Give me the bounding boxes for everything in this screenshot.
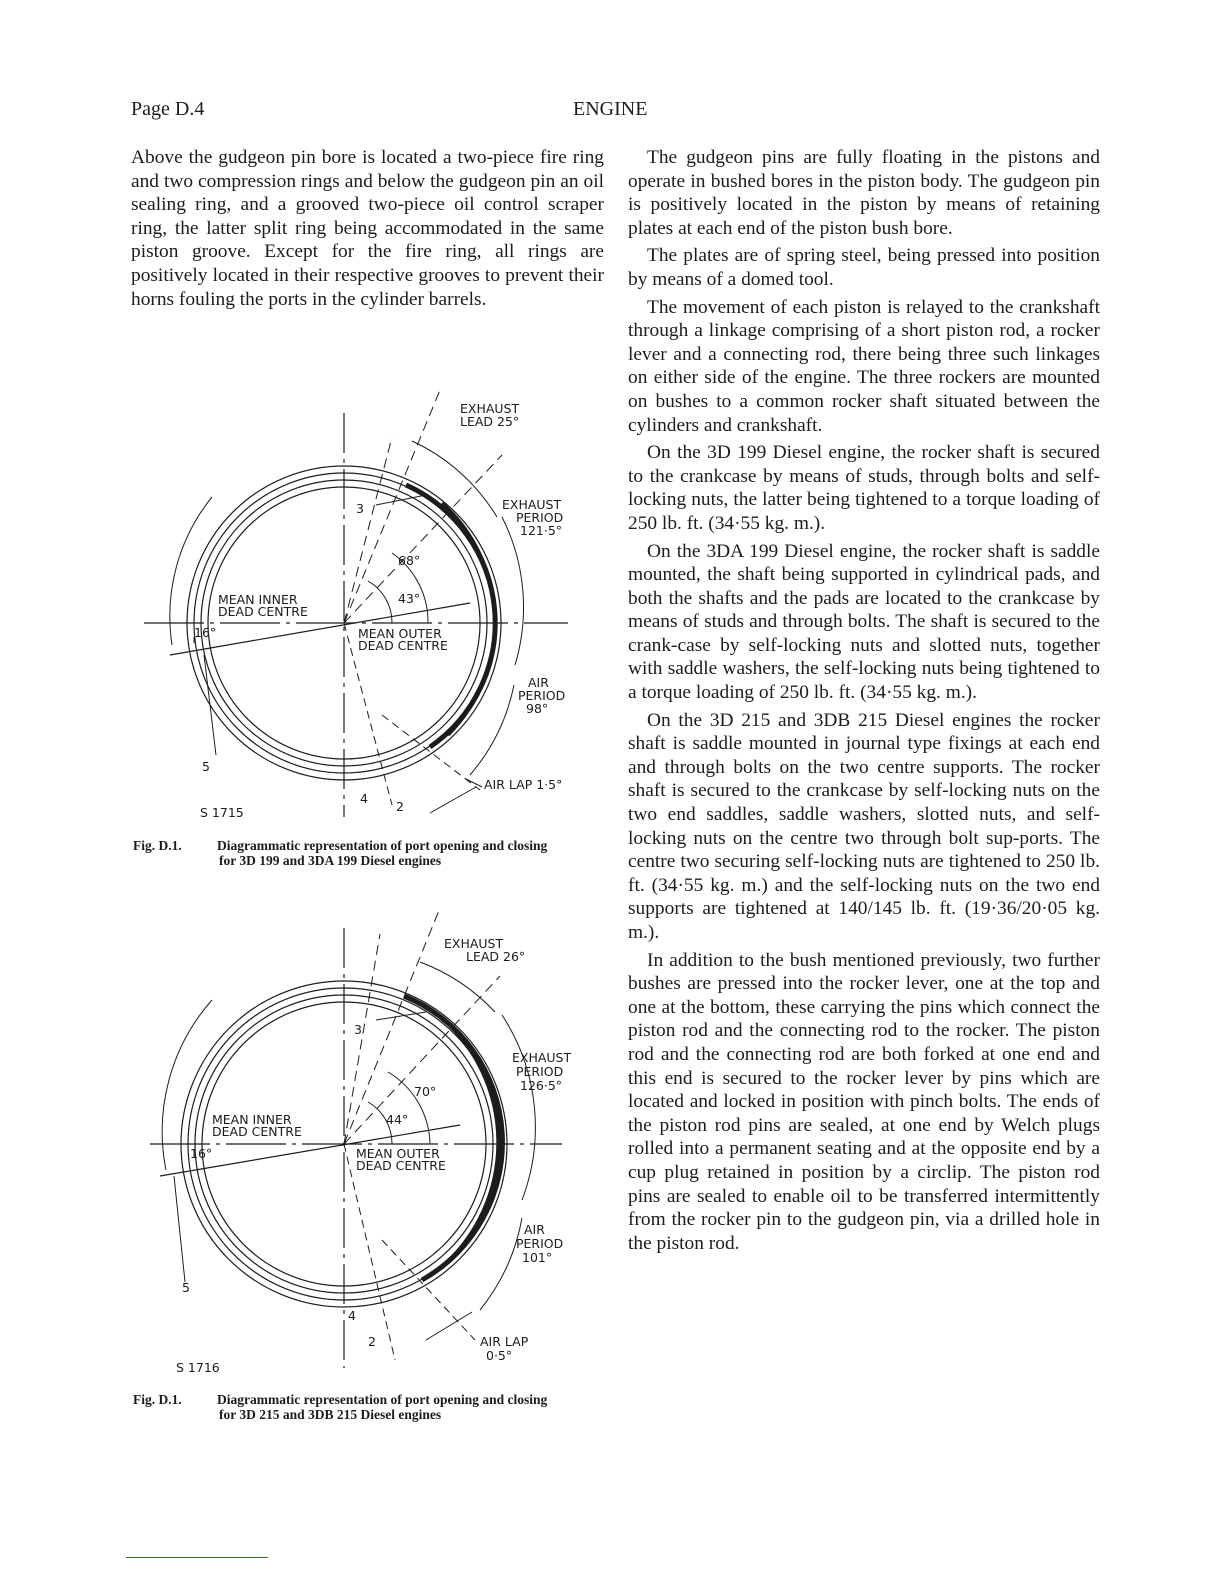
label: EXHAUST [460,401,520,416]
label: MEAN OUTER [356,1146,440,1161]
label: LEAD 25° [460,414,520,429]
label: 101° [522,1250,553,1265]
figure-1 [130,385,610,825]
port-timing-diagram-1 [130,385,610,825]
label: 121·5° [520,523,563,538]
figure-1-caption [133,838,623,870]
label: 68° [398,553,421,568]
label: 4 [348,1308,356,1323]
caption-line: Diagrammatic representation of port opening and closing [217,1392,548,1407]
label: PERIOD [518,688,566,703]
paragraph: On the 3DA 199 Diesel engine, the rocker shaft is saddle mounted, the shaft being supported in cylindrical pads, and both the shafts and the pads are located to the crankcase by means of studs and through bolts. The shaft is secured to the crank-case by self-locking nuts and slotted nuts, together with saddle washers, the self-locking nuts being tightened to a torque loading of 250 lb. ft. (34·55 kg. m.). [628,540,1100,704]
caption-label: Fig. D.1. [133,838,182,853]
port-timing-diagram-2 [130,900,610,1380]
label: MEAN OUTER [358,626,442,641]
paragraph: The gudgeon pins are fully floating in the pistons and operate in bushed bores in the piston body. The gudgeon pin is positively located in the piston by means of retaining plates at each end of the piston bush bore. [628,147,1100,239]
label: AIR [528,675,549,690]
label: 16° [190,1146,213,1161]
label: 43° [398,591,421,606]
label: EXHAUST [444,936,504,951]
paragraph: The plates are of spring steel, being pressed into position by means of a domed tool. [628,245,1100,290]
label: 16° [194,625,217,640]
label: DEAD CENTRE [218,604,308,619]
label: 2 [368,1334,376,1349]
label: 5 [202,759,210,774]
figure-id: S 1716 [176,1360,220,1375]
figure-id: S 1715 [200,805,244,820]
paragraph: On the 3D 199 Diesel engine, the rocker shaft is secured to the crankcase by means of studs, through bolts and self-locking nuts, the latter being tightened to a torque loading of 250 lb. ft. (34·55 kg. m.). [628,442,1100,534]
label: PERIOD [516,1236,564,1251]
label: PERIOD [516,510,564,525]
label: 3 [354,1022,362,1037]
figure-2-caption [133,1392,623,1424]
page-number: Page D.4 [131,98,205,120]
label: 126·5° [520,1078,563,1093]
label: 5 [182,1280,190,1295]
label: MEAN INNER [218,592,298,607]
label: 4 [360,791,368,806]
label: DEAD CENTRE [358,638,448,653]
label: DEAD CENTRE [356,1158,446,1173]
label: PERIOD [516,1064,564,1079]
label: 2 [396,799,404,814]
footer-rule [126,1557,268,1558]
label: AIR [524,1222,545,1237]
label: EXHAUST [512,1050,572,1065]
label: LEAD 26° [466,949,526,964]
label: 0·5° [486,1348,513,1363]
page-title: ENGINE [573,98,648,120]
label: DEAD CENTRE [212,1124,302,1139]
right-column [628,146,1100,1255]
caption-line: for 3D 199 and 3DA 199 Diesel engines [219,853,442,868]
label: AIR LAP [480,1334,529,1349]
paragraph: Above the gudgeon pin bore is located a two-piece fire ring and two compression rings and below the gudgeon pin an oil sealing ring, and a grooved two-piece oil control scraper ring, the latter split ring being accommodated in the same piston groove. Except for the fire ring, all rings are positively located in their respective grooves to prevent their horns fouling the ports in the cylinder barrels. [131,147,604,310]
label: 44° [386,1112,409,1127]
label: EXHAUST [502,497,562,512]
label: MEAN INNER [212,1112,292,1127]
paragraph: The movement of each piston is relayed to the crankshaft through a linkage comprising of a short piston rod, a rocker lever and a connecting rod, there being three such linkages on either side of the engine. The three rockers are mounted on bushes to a common rocker shaft situated between the cylinders and crankshaft. [628,296,1100,436]
left-column [131,146,604,311]
label: 3 [356,501,364,516]
label: 70° [414,1084,437,1099]
caption-line: for 3D 215 and 3DB 215 Diesel engines [219,1407,442,1422]
caption-line: Diagrammatic representation of port opening and closing [217,838,548,853]
paragraph: On the 3D 215 and 3DB 215 Diesel engines the rocker shaft is saddle mounted in journal type fixings at each end and through bolts on the two centre supports. The rocker shaft is secured to the crankcase by self-locking nuts on the two end saddles, saddle washers, slotted nuts, and self-locking nuts on the centre two through bolt sup-ports. The centre two securing self-locking nuts are tightened to 250 lb. ft. (34·55 kg. m.) and the self-locking nuts on the two end supports are tightened at 140/145 lb. ft. (19·36/20·05 kg. m.). [628,709,1100,943]
caption-label: Fig. D.1. [133,1392,182,1407]
label: 98° [526,701,549,716]
label: AIR LAP 1·5° [484,777,563,792]
paragraph: In addition to the bush mentioned previously, two further bushes are pressed into the rocker lever, one at the top and one at the bottom, these carrying the pins which connect the piston rod and the connecting rod to the rocker. The piston rod and the connecting rod are both forked at one end and this end is secured to the rocker lever by pins which are located and locked in position with pinch bolts. The ends of the piston rod pins are sealed, at one end by Welch plugs rolled into a permanent seating and at the opposite end by a cup plug retained in position by a circlip. The piston rod pins are sealed to enable oil to be transferred intermittently from the rocker pin to the gudgeon pin, via a drilled hole in the piston rod. [628,949,1100,1254]
figure-2 [130,900,610,1380]
